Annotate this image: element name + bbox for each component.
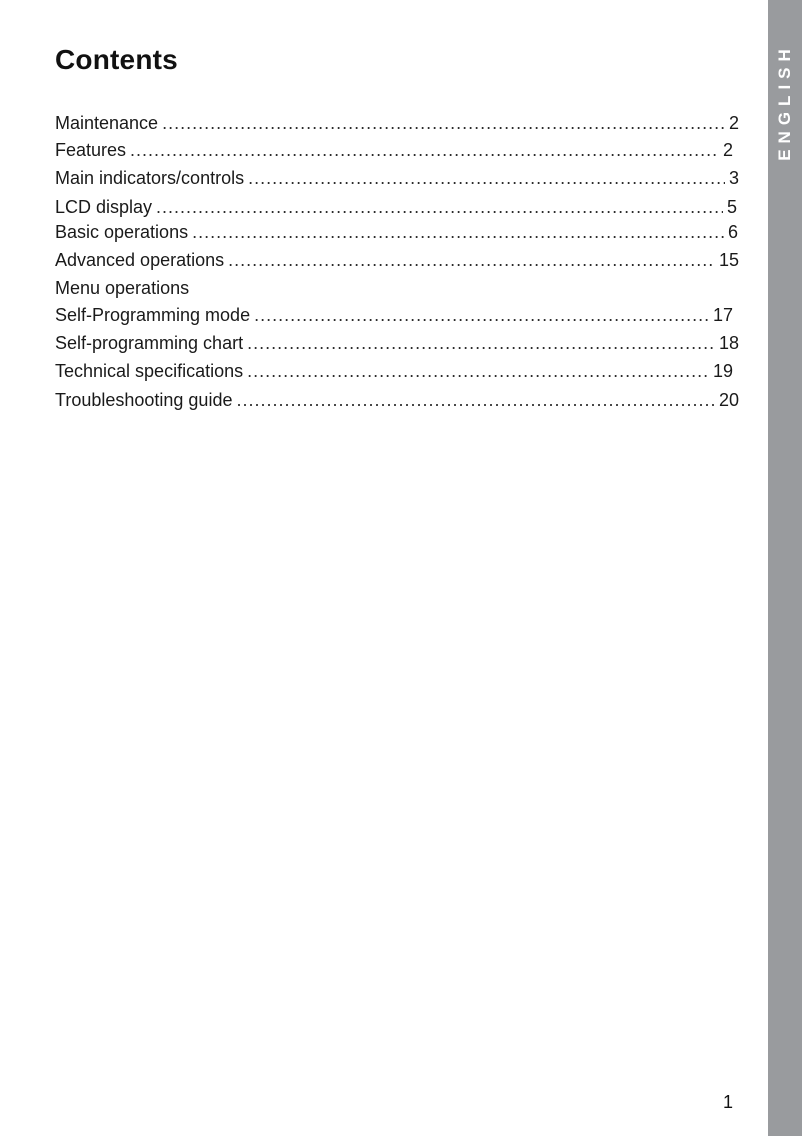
toc-entry-page: 15 xyxy=(718,250,739,270)
toc-entry-page: 17 xyxy=(712,305,733,325)
toc-entry-page: 3 xyxy=(728,168,739,188)
language-tab-label: ENGLISH xyxy=(775,43,794,161)
toc-entry-page: 19 xyxy=(712,361,733,381)
toc-entry-basic-operations[interactable] xyxy=(55,219,738,245)
toc-entry-label: LCD display xyxy=(55,197,153,217)
toc-entry-main-indicators-controls[interactable] xyxy=(55,165,739,191)
toc-entry-page: 18 xyxy=(718,333,739,353)
toc-dot-leader xyxy=(247,358,709,384)
toc-entry-menu-operations[interactable] xyxy=(55,275,193,301)
toc-entry-page: 2 xyxy=(728,113,739,133)
toc-entry-lcd-display[interactable] xyxy=(55,194,737,220)
toc-dot-leader xyxy=(248,165,725,191)
toc-dot-leader xyxy=(156,194,723,220)
toc-dot-leader xyxy=(192,219,724,245)
toc-entry-label: Main indicators/controls xyxy=(55,168,245,188)
toc-entry-label: Menu operations xyxy=(55,278,190,298)
toc-entry-label: Basic operations xyxy=(55,222,189,242)
toc-entry-features[interactable] xyxy=(55,137,733,163)
toc-entry-page: 20 xyxy=(718,390,739,410)
toc-dot-leader xyxy=(254,302,709,328)
language-side-tab xyxy=(768,0,802,1136)
toc-dot-leader xyxy=(162,110,725,136)
page-title: Contents xyxy=(55,44,178,75)
toc-dot-leader xyxy=(228,247,715,273)
toc-entry-page: 2 xyxy=(722,140,733,160)
toc-entry-label: Self-Programming mode xyxy=(55,305,251,325)
toc-entry-label: Maintenance xyxy=(55,113,159,133)
toc-entry-label: Self-programming chart xyxy=(55,333,244,353)
toc-entry-self-programming-chart[interactable] xyxy=(55,330,739,356)
toc-dot-leader xyxy=(236,387,715,413)
toc-entry-technical-specifications[interactable] xyxy=(55,358,733,384)
toc-entry-page: 6 xyxy=(727,222,738,242)
toc-entry-self-programming-mode[interactable] xyxy=(55,302,733,328)
toc-entry-label: Troubleshooting guide xyxy=(55,390,233,410)
toc-entry-label: Features xyxy=(55,140,127,160)
toc-entry-troubleshooting-guide[interactable] xyxy=(55,387,739,413)
toc-entry-label: Advanced operations xyxy=(55,250,225,270)
toc-entry-label: Technical specifications xyxy=(55,361,244,381)
toc-dot-leader xyxy=(130,137,719,163)
toc-dot-leader xyxy=(247,330,715,356)
toc-entry-advanced-operations[interactable] xyxy=(55,247,739,273)
page-number: 1 xyxy=(723,1092,734,1112)
toc-entry-page: 5 xyxy=(726,197,737,217)
toc-entry-maintenance[interactable] xyxy=(55,110,739,136)
